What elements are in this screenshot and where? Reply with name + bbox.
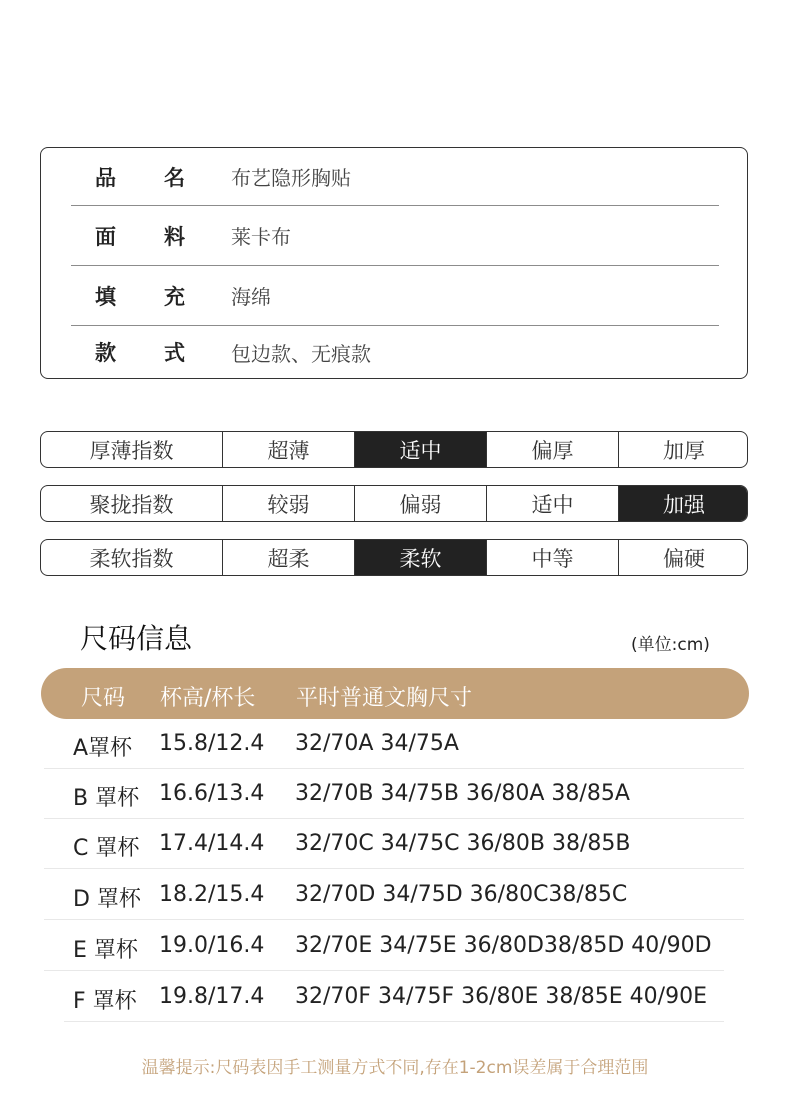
table-row [44, 819, 744, 869]
cell-bra-sizes: 32/70D 34/75D 36/80C38/85C [295, 882, 628, 907]
info-key: 款 式 [95, 341, 185, 365]
rating-option: 加强 [618, 486, 748, 521]
info-row-name [71, 148, 719, 206]
info-value: 包边款、无痕款 [231, 341, 371, 366]
header-regular-bra-size: 平时普通文胸尺寸 [296, 686, 473, 711]
rating-option: 中等 [486, 540, 618, 575]
rating-option: 超薄 [222, 432, 354, 467]
cell-cup-dimensions: 18.2/15.4 [159, 882, 265, 907]
cell-cup-dimensions: 15.8/12.4 [159, 731, 265, 756]
cell-bra-sizes: 32/70F 34/75F 36/80E 38/85E 40/90E [295, 984, 707, 1009]
rating-option: 偏弱 [354, 486, 486, 521]
cell-size: C 罩杯 [73, 836, 140, 861]
info-key: 面 料 [95, 224, 185, 249]
info-value: 布艺隐形胸贴 [231, 166, 351, 190]
rating-label: 柔软指数 [89, 546, 174, 571]
info-value: 莱卡布 [231, 225, 291, 249]
cell-cup-dimensions: 19.8/17.4 [159, 984, 265, 1009]
table-row [44, 769, 744, 819]
rating-option: 适中 [486, 486, 618, 521]
cell-cup-dimensions: 17.4/14.4 [159, 831, 265, 856]
cell-size: F 罩杯 [73, 989, 137, 1014]
info-row-fabric [71, 206, 719, 266]
size-table-header [41, 668, 749, 719]
rating-push-up [40, 485, 748, 522]
product-info-box [40, 147, 748, 379]
table-row [64, 972, 724, 1022]
table-row [44, 921, 724, 971]
rating-softness [40, 539, 748, 576]
warm-tip: 温馨提示:尺码表因手工测量方式不同,存在1-2cm误差属于合理范围 [141, 1058, 649, 1078]
rating-option: 偏硬 [618, 540, 748, 575]
info-value: 海绵 [231, 285, 271, 309]
rating-thickness [40, 431, 748, 468]
cell-size: B 罩杯 [73, 786, 140, 811]
cell-size: A罩杯 [73, 736, 133, 761]
cell-cup-dimensions: 16.6/13.4 [159, 781, 265, 806]
unit-note: (单位:cm) [631, 635, 710, 655]
header-cup-dimensions: 杯高/杯长 [160, 686, 256, 711]
rating-option: 柔软 [354, 540, 486, 575]
cell-bra-sizes: 32/70B 34/75B 36/80A 38/85A [295, 781, 630, 806]
rating-option: 加厚 [618, 432, 748, 467]
rating-option: 较弱 [222, 486, 354, 521]
rating-label: 厚薄指数 [89, 438, 174, 463]
size-section-title: 尺码信息 [80, 622, 193, 655]
rating-option: 适中 [354, 432, 486, 467]
info-key: 品 名 [95, 165, 185, 190]
table-row [44, 870, 744, 920]
cell-size: E 罩杯 [73, 938, 138, 963]
info-row-filling [71, 266, 719, 326]
cell-size: D 罩杯 [73, 887, 141, 912]
rating-option: 超柔 [222, 540, 354, 575]
rating-label: 聚拢指数 [89, 492, 174, 517]
cell-cup-dimensions: 19.0/16.4 [159, 933, 265, 958]
header-size: 尺码 [81, 686, 126, 711]
rating-option: 偏厚 [486, 432, 618, 467]
cell-bra-sizes: 32/70E 34/75E 36/80D38/85D 40/90D [295, 933, 712, 958]
table-row [44, 719, 744, 769]
info-row-style [71, 326, 719, 378]
cell-bra-sizes: 32/70A 34/75A [295, 731, 459, 756]
cell-bra-sizes: 32/70C 34/75C 36/80B 38/85B [295, 831, 631, 856]
info-key: 填 充 [95, 284, 185, 309]
